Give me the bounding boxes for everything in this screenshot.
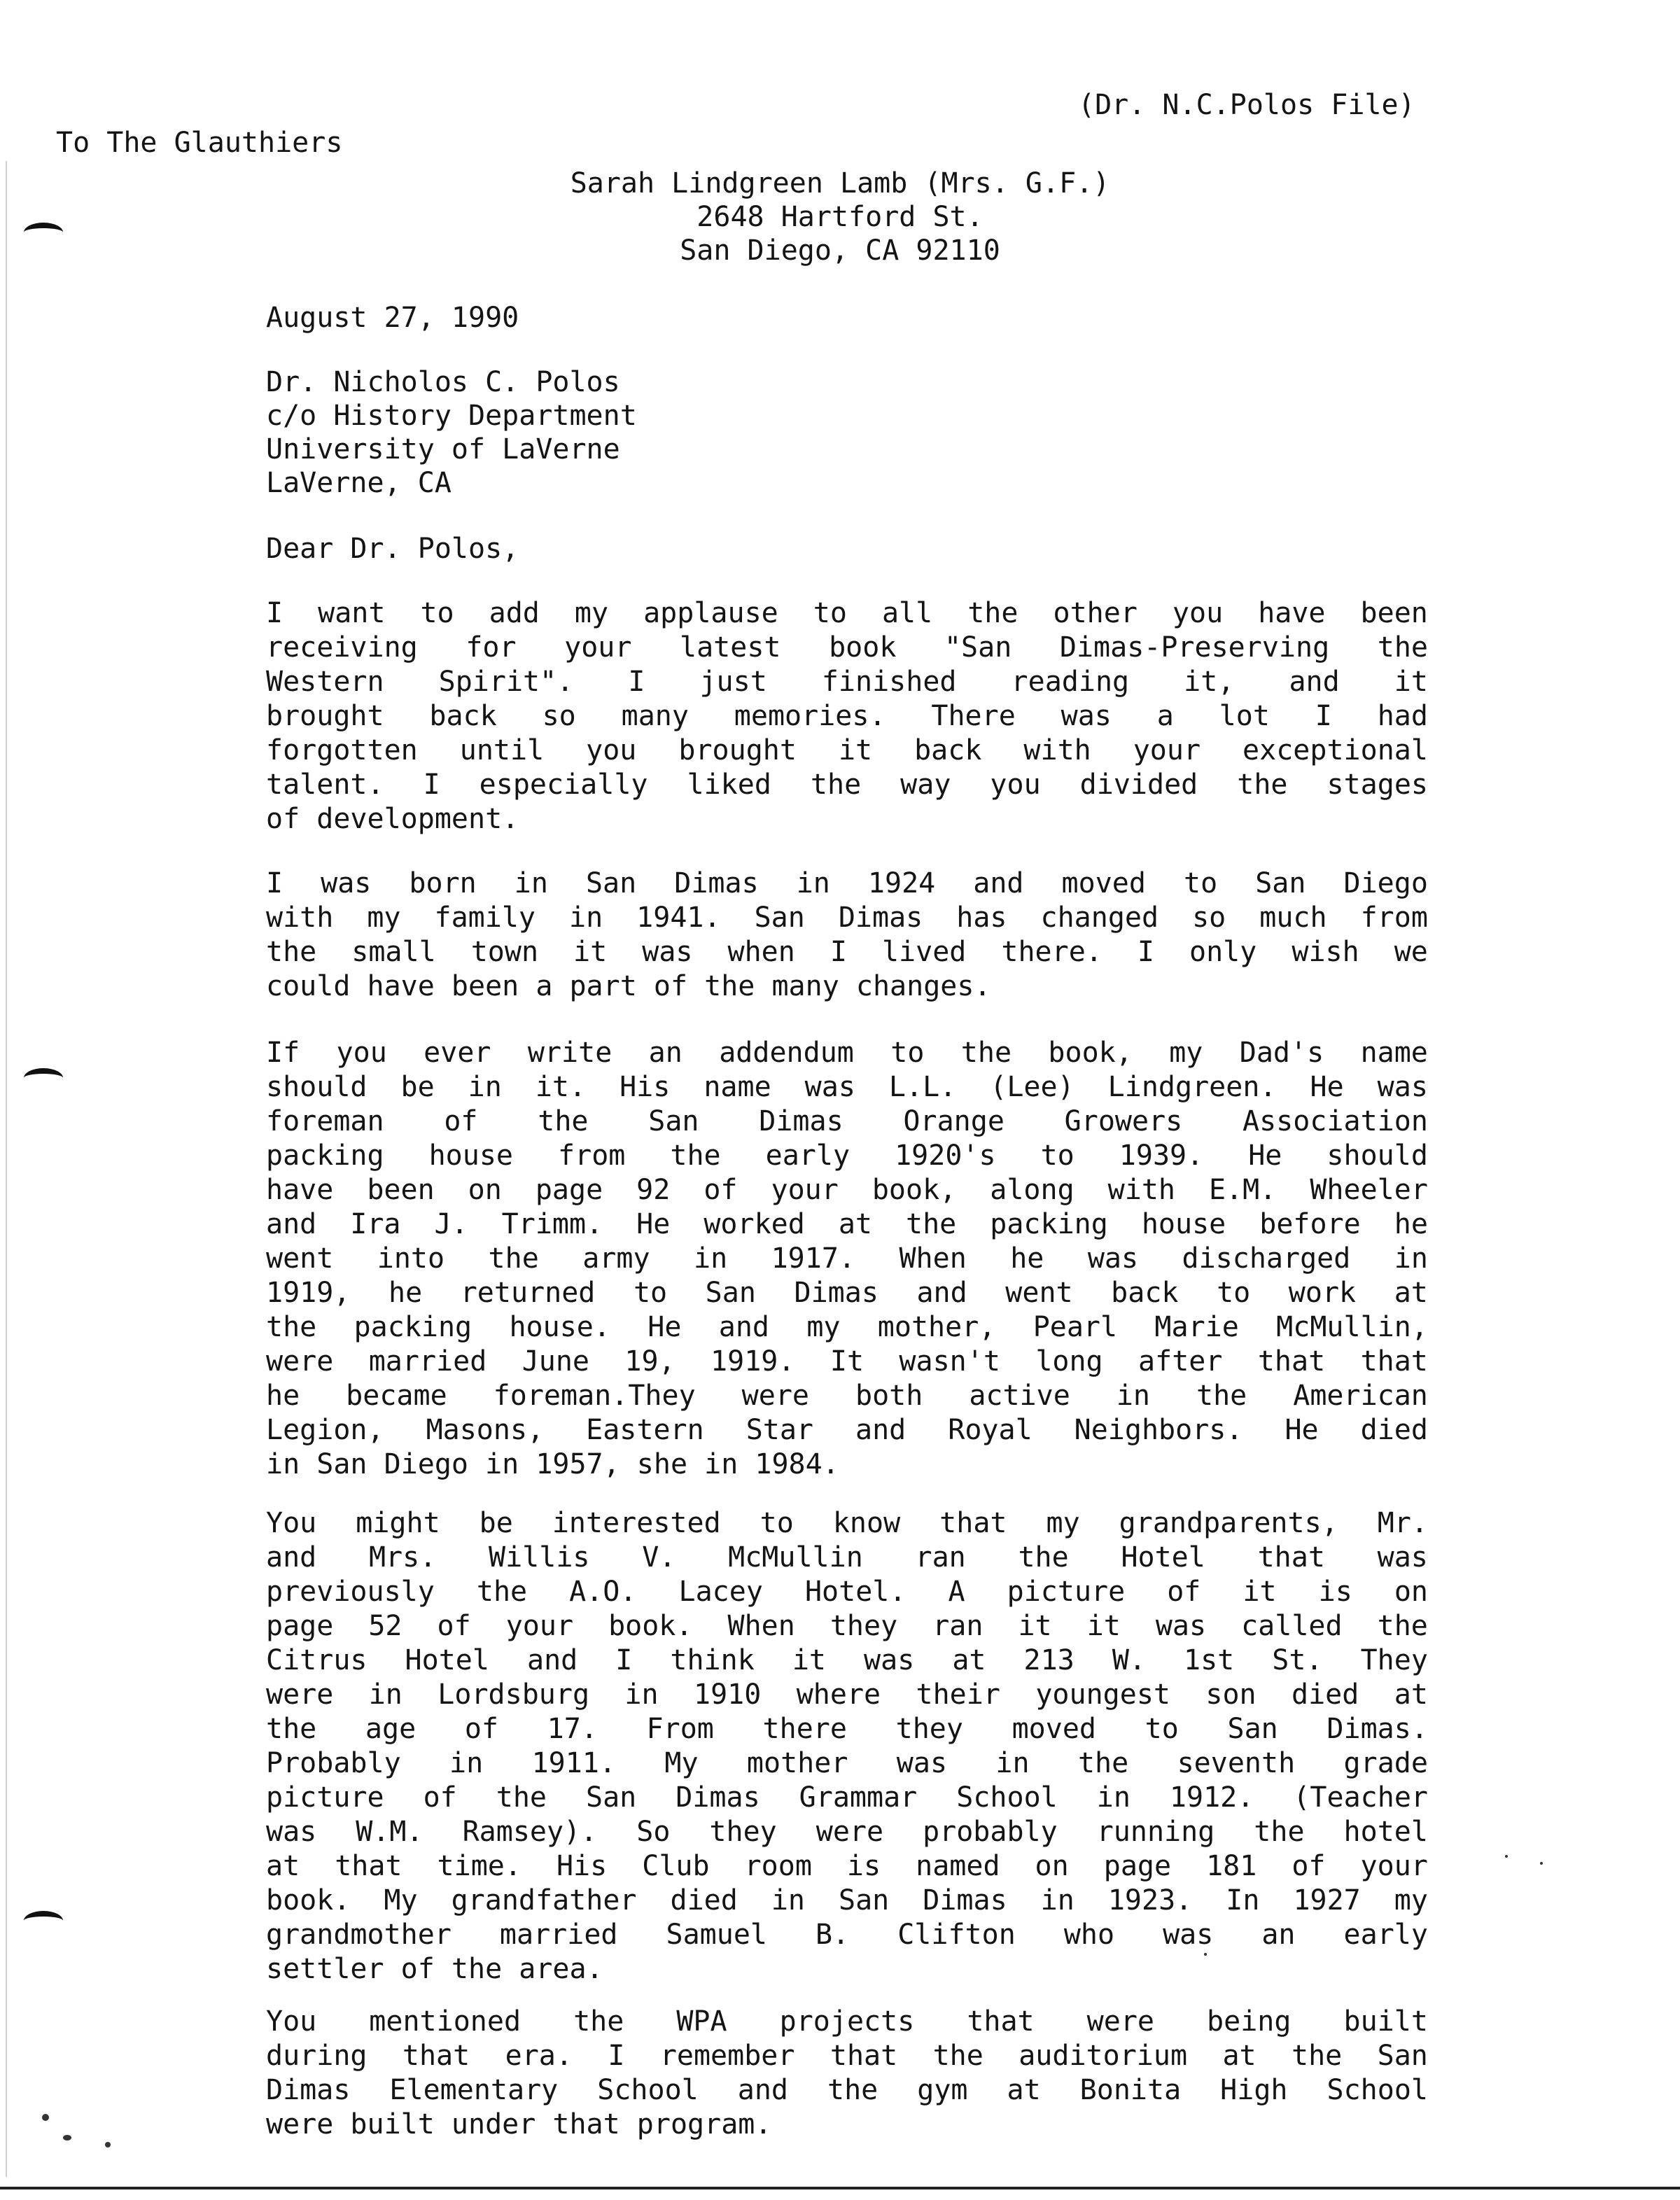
body-paragraph bbox=[266, 1506, 1428, 1987]
body-paragraph bbox=[266, 1036, 1428, 1482]
paragraph-line: he became foreman.They were both active in the American bbox=[266, 1380, 1428, 1412]
paragraph-line: and Mrs. Willis V. McMullin ran the Hotel that was bbox=[266, 1541, 1428, 1574]
recipient-line: c/o History Department bbox=[266, 400, 637, 432]
paragraph-line: at that time. His Club room is named on page 181 of your bbox=[266, 1850, 1428, 1882]
scan-speck bbox=[42, 2114, 49, 2121]
file-note: (Dr. N.C.Polos File) bbox=[1078, 89, 1415, 121]
paragraph-line: book. My grandfather died in San Dimas in 1923. In 1927 my bbox=[266, 1884, 1428, 1917]
paragraph-line: previously the A.O. Lacey Hotel. A picture of it is on bbox=[266, 1576, 1428, 1608]
paragraph-line: picture of the San Dimas Grammar School in 1912. (Teacher bbox=[266, 1781, 1428, 1814]
paragraph-line: during that era. I remember that the auditorium at the San bbox=[266, 2040, 1428, 2072]
paragraph-line: settler of the area. bbox=[266, 1953, 603, 1985]
paragraph-line: page 52 of your book. When they ran it it was called the bbox=[266, 1610, 1428, 1642]
paragraph-line: If you ever write an addendum to the book, my Dad's name bbox=[266, 1037, 1428, 1069]
page-edge-line bbox=[6, 161, 7, 2177]
recipient-line: LaVerne, CA bbox=[266, 467, 451, 499]
page-bottom-edge bbox=[0, 2187, 1680, 2190]
scan-speck bbox=[63, 2135, 71, 2141]
body-paragraph bbox=[266, 867, 1428, 1004]
paragraph-line: Probably in 1911. My mother was in the seventh grade bbox=[266, 1747, 1428, 1779]
paragraph-line: could have been a part of the many changes. bbox=[266, 970, 991, 1002]
sender-street: 2648 Hartford St. bbox=[696, 201, 983, 233]
scan-speck bbox=[1505, 1855, 1508, 1858]
paragraph-line: the packing house. He and my mother, Pearl Marie McMullin, bbox=[266, 1311, 1428, 1343]
binder-hole-mark bbox=[24, 1911, 63, 1931]
salutation: Dear Dr. Polos, bbox=[266, 533, 519, 565]
paragraph-line: You mentioned the WPA projects that were being built bbox=[266, 2005, 1428, 2038]
binder-hole-mark bbox=[24, 1068, 63, 1088]
paragraph-line: 1919, he returned to San Dimas and went back to work at bbox=[266, 1277, 1428, 1309]
paragraph-line: packing house from the early 1920's to 1939. He should bbox=[266, 1140, 1428, 1172]
paragraph-line: the small town it was when I lived there. I only wish we bbox=[266, 936, 1428, 968]
paragraph-line: and Ira J. Trimm. He worked at the packing house before he bbox=[266, 1208, 1428, 1240]
paragraph-line: receiving for your latest book "San Dimas-Preserving the bbox=[266, 631, 1428, 664]
paragraph-line: with my family in 1941. San Dimas has changed so much from bbox=[266, 902, 1428, 934]
paragraph-line: were built under that program. bbox=[266, 2108, 772, 2141]
recipient-address-block bbox=[266, 365, 637, 500]
binder-hole-mark bbox=[24, 223, 63, 242]
paragraph-line: I want to add my applause to all the other you have been bbox=[266, 597, 1428, 629]
paragraph-line: the age of 17. From there they moved to San Dimas. bbox=[266, 1713, 1428, 1745]
paragraph-line: talent. I especially liked the way you divided the stages bbox=[266, 769, 1428, 801]
scan-speck bbox=[105, 2142, 111, 2148]
letter-date: August 27, 1990 bbox=[266, 302, 519, 334]
recipient-name: Dr. Nicholos C. Polos bbox=[266, 366, 620, 398]
sender-name: Sarah Lindgreen Lamb (Mrs. G.F.) bbox=[570, 167, 1110, 199]
paragraph-line: were in Lordsburg in 1910 where their youngest son died at bbox=[266, 1679, 1428, 1711]
body-paragraph bbox=[266, 2005, 1428, 2142]
paragraph-line: Dimas Elementary School and the gym at Bonita High School bbox=[266, 2074, 1428, 2106]
recipient-note: To The Glauthiers bbox=[56, 127, 343, 159]
paragraph-line: foreman of the San Dimas Orange Growers Association bbox=[266, 1105, 1428, 1137]
paragraph-line: of development. bbox=[266, 803, 519, 835]
body-paragraph bbox=[266, 596, 1428, 836]
scan-speck bbox=[1204, 1953, 1207, 1956]
paragraph-line: You might be interested to know that my grandparents, Mr. bbox=[266, 1507, 1428, 1539]
scan-speck bbox=[1540, 1862, 1543, 1865]
paragraph-line: Citrus Hotel and I think it was at 213 W. 1st St. They bbox=[266, 1644, 1428, 1676]
paragraph-line: have been on page 92 of your book, along with E.M. Wheeler bbox=[266, 1174, 1428, 1206]
paragraph-line: brought back so many memories. There was a lot I had bbox=[266, 700, 1428, 732]
sender-city: San Diego, CA 92110 bbox=[680, 234, 1000, 267]
paragraph-line: Western Spirit". I just finished reading it, and it bbox=[266, 666, 1428, 698]
paragraph-line: Legion, Masons, Eastern Star and Royal Neighbors. He died bbox=[266, 1414, 1428, 1446]
paragraph-line: I was born in San Dimas in 1924 and moved to San Diego bbox=[266, 867, 1428, 899]
sender-address-block bbox=[518, 167, 1162, 267]
paragraph-line: was W.M. Ramsey). So they were probably running the hotel bbox=[266, 1816, 1428, 1848]
paragraph-line: forgotten until you brought it back with your exceptional bbox=[266, 734, 1428, 766]
recipient-line: University of LaVerne bbox=[266, 433, 620, 465]
paragraph-line: went into the army in 1917. When he was discharged in bbox=[266, 1242, 1428, 1275]
paragraph-line: in San Diego in 1957, she in 1984. bbox=[266, 1448, 839, 1480]
paragraph-line: should be in it. His name was L.L. (Lee) Lindgreen. He was bbox=[266, 1071, 1428, 1103]
paragraph-line: were married June 19, 1919. It wasn't long after that that bbox=[266, 1345, 1428, 1378]
paragraph-line: grandmother married Samuel B. Clifton who was an early bbox=[266, 1919, 1428, 1951]
